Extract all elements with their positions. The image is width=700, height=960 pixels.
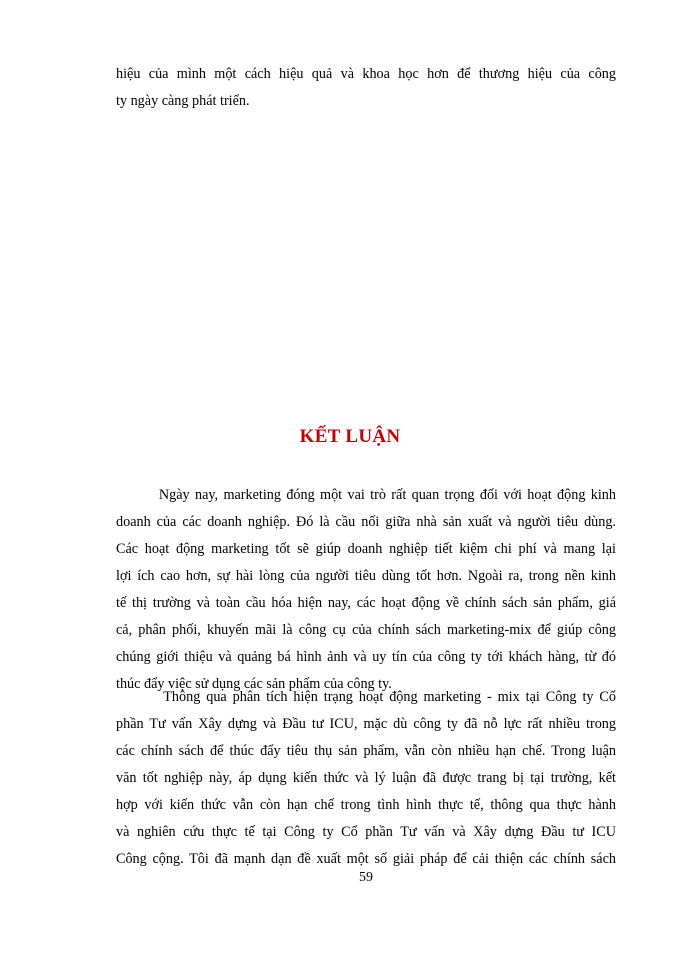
conclusion-paragraph-1 [116, 482, 616, 698]
text-line: các chính sách để thúc đẩy tiêu thụ sản phẩm, vẫn còn nhiều hạn chế. Trong luận [116, 743, 616, 759]
text-line: và nghiên cứu thực tế tại Công ty Cổ phần Tư vấn và Xây dựng Đầu tư ICU [116, 824, 616, 840]
text-line: lợi ích cao hơn, sự hài lòng của người tiêu dùng tốt hơn. Ngoài ra, trong nền kinh [116, 568, 616, 584]
page-number: 59 [359, 870, 373, 885]
text-line: hợp với kiến thức vẫn còn hạn chế trong tình hình thực tế, thông qua thực hành [116, 797, 616, 813]
text-line: Thông qua phân tích hiện trạng hoạt động marketing - mix tại Công ty Cổ [116, 689, 616, 705]
continuation-paragraph [116, 61, 616, 115]
text-line: hiệu của mình một cách hiệu quả và khoa học hơn để thương hiệu của công [116, 66, 616, 82]
text-line: ty ngày càng phát triển. [116, 93, 250, 109]
text-line: Các hoạt động marketing tốt sẽ giúp doanh nghiệp tiết kiệm chi phí và mang lại [116, 541, 616, 557]
text-line: thúc đẩy việc sử dụng các sản phẩm của công ty. [116, 676, 392, 692]
text-line: chúng giới thiệu và quảng bá hình ảnh và uy tín của công ty tới khách hàng, từ đó [116, 649, 616, 665]
text-line: cả, phân phối, khuyến mãi là công cụ của chính sách marketing-mix để giúp công [116, 622, 616, 638]
text-line: Công cộng. Tôi đã mạnh dạn đề xuất một số giải pháp để cải thiện các chính sách [116, 851, 616, 867]
text-line: văn tốt nghiệp này, áp dụng kiến thức và lý luận đã được trang bị tại trường, kết [116, 770, 616, 786]
text-line: tế thị trường và toàn cầu hóa hiện nay, các hoạt động về chính sách sản phẩm, giá [116, 595, 616, 611]
conclusion-paragraph-2 [116, 684, 616, 873]
text-line: phần Tư vấn Xây dựng và Đầu tư ICU, mặc dù công ty đã nỗ lực rất nhiều trong [116, 716, 616, 732]
section-heading: KẾT LUẬN [299, 426, 401, 447]
text-line: doanh của các doanh nghiệp. Đó là cầu nối giữa nhà sản xuất và người tiêu dùng. [116, 514, 616, 530]
text-line: Ngày nay, marketing đóng một vai trò rất quan trọng đối với hoạt động kinh [116, 487, 616, 503]
